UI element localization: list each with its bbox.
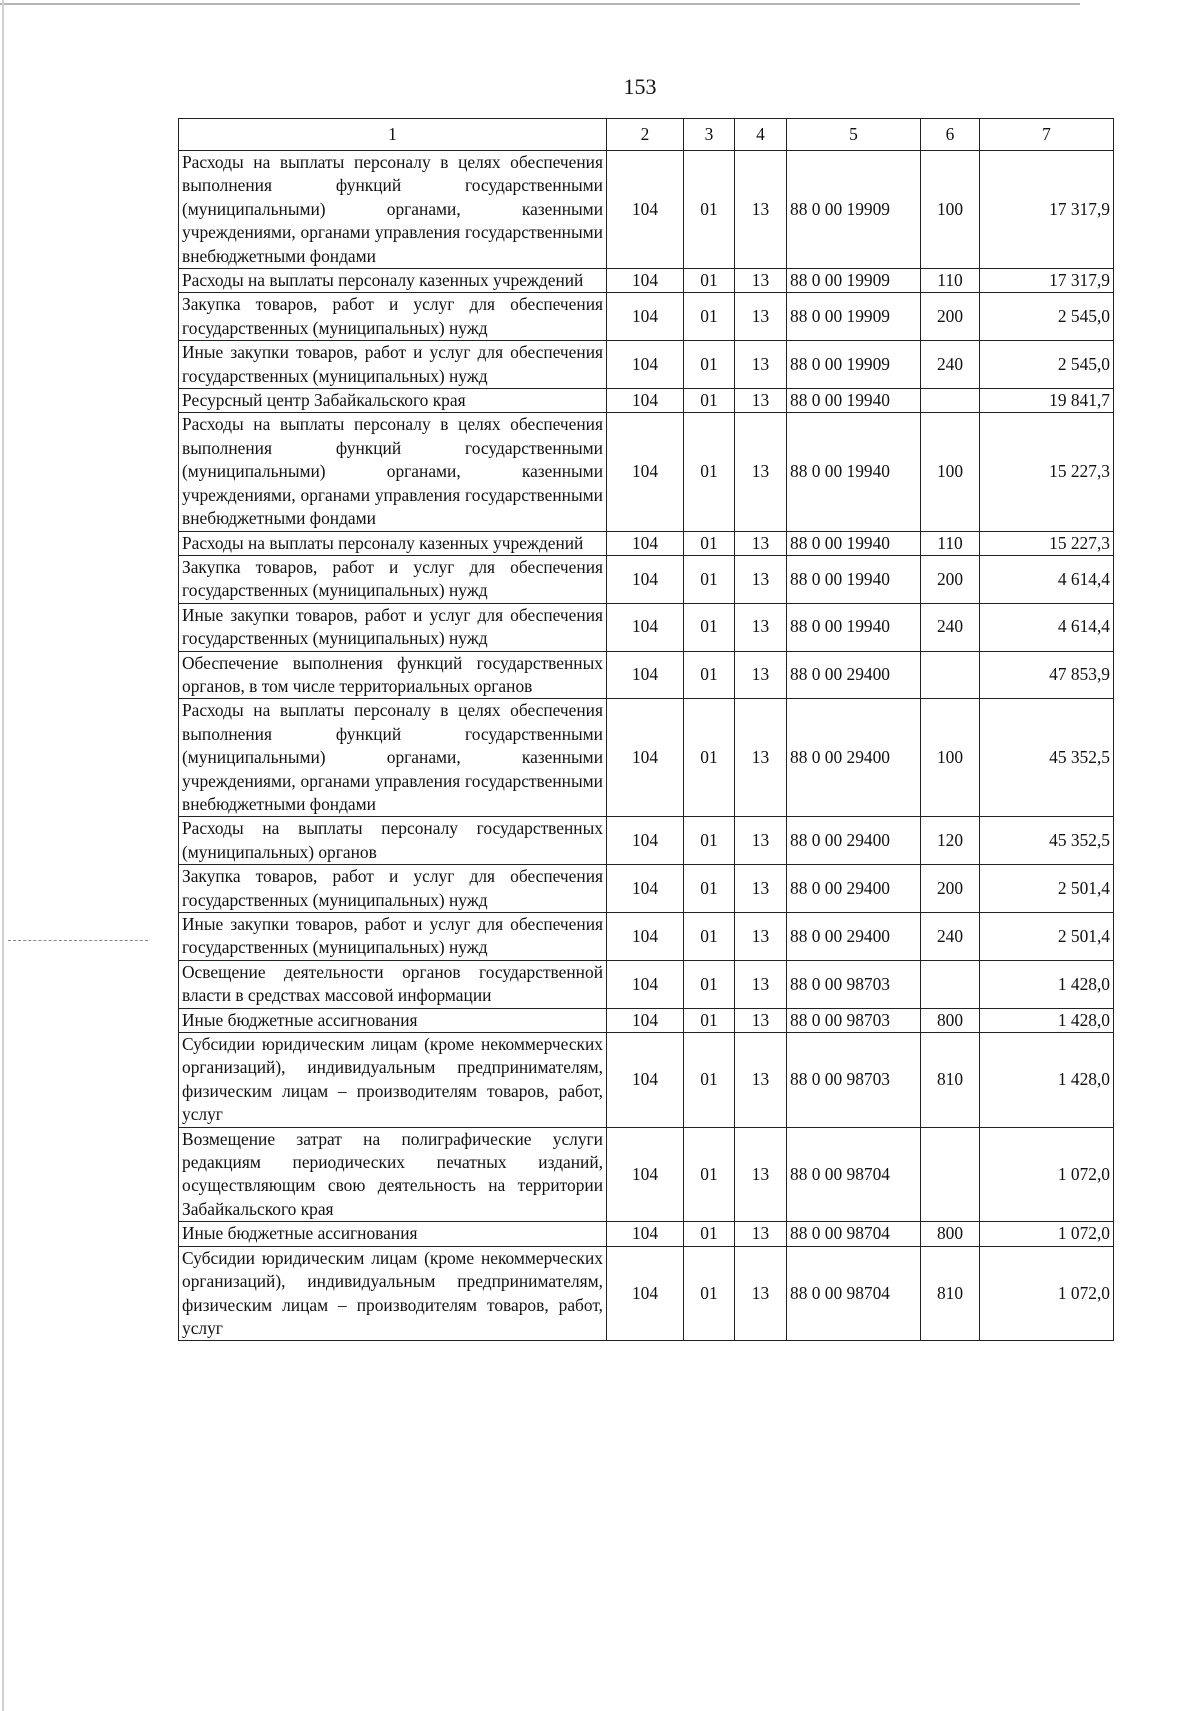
row-amount: 4 614,4 xyxy=(980,555,1114,603)
row-code: 104 xyxy=(607,817,684,865)
col-header-4: 4 xyxy=(735,119,787,151)
row-name: Расходы на выплаты персоналу государственных (муниципальных) органов xyxy=(179,817,607,865)
row-amount: 1 428,0 xyxy=(980,1033,1114,1128)
table-row xyxy=(179,913,1114,961)
row-amount: 45 352,5 xyxy=(980,817,1114,865)
row-section: 01 xyxy=(684,293,735,341)
row-section: 01 xyxy=(684,1246,735,1341)
table-header-row xyxy=(179,119,1114,151)
row-code: 104 xyxy=(607,1008,684,1032)
row-expense-type: 200 xyxy=(921,293,980,341)
row-target-article: 88 0 00 98704 xyxy=(787,1222,921,1246)
col-header-5: 5 xyxy=(787,119,921,151)
row-target-article: 88 0 00 98704 xyxy=(787,1127,921,1222)
row-amount: 1 072,0 xyxy=(980,1127,1114,1222)
col-header-1: 1 xyxy=(179,119,607,151)
row-code: 104 xyxy=(607,913,684,961)
row-code: 104 xyxy=(607,1222,684,1246)
row-expense-type: 800 xyxy=(921,1008,980,1032)
row-name: Обеспечение выполнения функций государственных органов, в том числе территориальных органов xyxy=(179,651,607,699)
row-amount: 17 317,9 xyxy=(980,269,1114,293)
table-row xyxy=(179,389,1114,413)
table-row xyxy=(179,269,1114,293)
row-code: 104 xyxy=(607,1033,684,1128)
row-amount: 47 853,9 xyxy=(980,651,1114,699)
scan-dash-mark xyxy=(8,940,148,941)
row-target-article: 88 0 00 98703 xyxy=(787,1008,921,1032)
row-target-article: 88 0 00 19940 xyxy=(787,603,921,651)
row-target-article: 88 0 00 98703 xyxy=(787,960,921,1008)
row-name: Иные закупки товаров, работ и услуг для обеспечения государственных (муниципальных) нужд xyxy=(179,603,607,651)
table-row xyxy=(179,151,1114,269)
row-target-article: 88 0 00 19940 xyxy=(787,531,921,555)
row-target-article: 88 0 00 98704 xyxy=(787,1246,921,1341)
table-row xyxy=(179,555,1114,603)
row-subsection: 13 xyxy=(735,603,787,651)
row-code: 104 xyxy=(607,341,684,389)
table-row xyxy=(179,293,1114,341)
page-number: 153 xyxy=(623,74,657,99)
row-section: 01 xyxy=(684,269,735,293)
row-amount: 4 614,4 xyxy=(980,603,1114,651)
row-amount: 15 227,3 xyxy=(980,413,1114,531)
table-body xyxy=(179,151,1114,1341)
row-name: Иные бюджетные ассигнования xyxy=(179,1008,607,1032)
row-code: 104 xyxy=(607,413,684,531)
row-expense-type: 810 xyxy=(921,1033,980,1128)
row-name: Закупка товаров, работ и услуг для обеспечения государственных (муниципальных) нужд xyxy=(179,555,607,603)
row-expense-type: 200 xyxy=(921,865,980,913)
row-name: Освещение деятельности органов государственной власти в средствах массовой информации xyxy=(179,960,607,1008)
row-target-article: 88 0 00 19940 xyxy=(787,413,921,531)
row-target-article: 88 0 00 29400 xyxy=(787,865,921,913)
row-subsection: 13 xyxy=(735,1033,787,1128)
row-amount: 2 545,0 xyxy=(980,293,1114,341)
row-section: 01 xyxy=(684,1222,735,1246)
row-target-article: 88 0 00 19909 xyxy=(787,269,921,293)
row-amount: 17 317,9 xyxy=(980,151,1114,269)
row-subsection: 13 xyxy=(735,817,787,865)
row-subsection: 13 xyxy=(735,1222,787,1246)
row-name: Расходы на выплаты персоналу казенных учреждений xyxy=(179,269,607,293)
budget-table xyxy=(178,118,1114,1341)
col-header-3: 3 xyxy=(684,119,735,151)
row-code: 104 xyxy=(607,651,684,699)
row-subsection: 13 xyxy=(735,555,787,603)
row-subsection: 13 xyxy=(735,341,787,389)
col-header-2: 2 xyxy=(607,119,684,151)
row-expense-type: 110 xyxy=(921,269,980,293)
row-amount: 15 227,3 xyxy=(980,531,1114,555)
row-name: Расходы на выплаты персоналу казенных учреждений xyxy=(179,531,607,555)
row-code: 104 xyxy=(607,151,684,269)
row-expense-type: 120 xyxy=(921,817,980,865)
row-expense-type: 240 xyxy=(921,341,980,389)
col-header-7: 7 xyxy=(980,119,1114,151)
row-target-article: 88 0 00 19940 xyxy=(787,555,921,603)
table-row xyxy=(179,1246,1114,1341)
table-row xyxy=(179,1033,1114,1128)
row-expense-type xyxy=(921,1127,980,1222)
row-expense-type: 100 xyxy=(921,699,980,817)
row-subsection: 13 xyxy=(735,865,787,913)
row-name: Расходы на выплаты персоналу в целях обеспечения выполнения функций государственными (муниципальными) органами, казенными учреждениями, органами управления государственными внебюджетными фондами xyxy=(179,699,607,817)
table-row xyxy=(179,413,1114,531)
table-row xyxy=(179,1127,1114,1222)
table-row xyxy=(179,699,1114,817)
row-target-article: 88 0 00 29400 xyxy=(787,913,921,961)
row-section: 01 xyxy=(684,1127,735,1222)
row-expense-type xyxy=(921,389,980,413)
row-code: 104 xyxy=(607,1127,684,1222)
row-amount: 1 072,0 xyxy=(980,1246,1114,1341)
row-amount: 1 428,0 xyxy=(980,960,1114,1008)
table-row xyxy=(179,651,1114,699)
table-row xyxy=(179,865,1114,913)
row-subsection: 13 xyxy=(735,651,787,699)
col-header-6: 6 xyxy=(921,119,980,151)
row-subsection: 13 xyxy=(735,1246,787,1341)
row-name: Иные бюджетные ассигнования xyxy=(179,1222,607,1246)
row-amount: 2 545,0 xyxy=(980,341,1114,389)
row-amount: 1 428,0 xyxy=(980,1008,1114,1032)
row-subsection: 13 xyxy=(735,960,787,1008)
row-section: 01 xyxy=(684,389,735,413)
row-section: 01 xyxy=(684,603,735,651)
row-section: 01 xyxy=(684,865,735,913)
row-expense-type: 110 xyxy=(921,531,980,555)
row-target-article: 88 0 00 19940 xyxy=(787,389,921,413)
row-name: Закупка товаров, работ и услуг для обеспечения государственных (муниципальных) нужд xyxy=(179,293,607,341)
row-target-article: 88 0 00 29400 xyxy=(787,817,921,865)
row-subsection: 13 xyxy=(735,699,787,817)
row-amount: 45 352,5 xyxy=(980,699,1114,817)
table-row xyxy=(179,960,1114,1008)
row-section: 01 xyxy=(684,531,735,555)
row-subsection: 13 xyxy=(735,269,787,293)
row-subsection: 13 xyxy=(735,413,787,531)
row-expense-type: 100 xyxy=(921,151,980,269)
row-amount: 2 501,4 xyxy=(980,865,1114,913)
row-expense-type xyxy=(921,960,980,1008)
row-name: Расходы на выплаты персоналу в целях обеспечения выполнения функций государственными (муниципальными) органами, казенными учреждениями, органами управления государственными внебюджетными фондами xyxy=(179,413,607,531)
row-code: 104 xyxy=(607,555,684,603)
row-subsection: 13 xyxy=(735,1008,787,1032)
table-row xyxy=(179,603,1114,651)
row-section: 01 xyxy=(684,651,735,699)
row-subsection: 13 xyxy=(735,531,787,555)
row-target-article: 88 0 00 98703 xyxy=(787,1033,921,1128)
table-row xyxy=(179,817,1114,865)
row-code: 104 xyxy=(607,1246,684,1341)
row-section: 01 xyxy=(684,960,735,1008)
row-amount: 19 841,7 xyxy=(980,389,1114,413)
row-code: 104 xyxy=(607,531,684,555)
row-code: 104 xyxy=(607,960,684,1008)
row-expense-type: 240 xyxy=(921,603,980,651)
scan-edge-line xyxy=(0,3,1080,5)
row-target-article: 88 0 00 29400 xyxy=(787,651,921,699)
row-expense-type: 810 xyxy=(921,1246,980,1341)
row-expense-type xyxy=(921,651,980,699)
row-section: 01 xyxy=(684,699,735,817)
row-name: Закупка товаров, работ и услуг для обеспечения государственных (муниципальных) нужд xyxy=(179,865,607,913)
table-row xyxy=(179,1222,1114,1246)
row-name: Ресурсный центр Забайкальского края xyxy=(179,389,607,413)
row-code: 104 xyxy=(607,293,684,341)
row-name: Иные закупки товаров, работ и услуг для обеспечения государственных (муниципальных) нужд xyxy=(179,341,607,389)
row-name: Возмещение затрат на полиграфические услуги редакциям периодических печатных изданий, осуществляющим свою деятельность на территории Забайкальского края xyxy=(179,1127,607,1222)
row-subsection: 13 xyxy=(735,913,787,961)
row-amount: 2 501,4 xyxy=(980,913,1114,961)
row-name: Субсидии юридическим лицам (кроме некоммерческих организаций), индивидуальным предпринимателям, физическим лицам – производителям товаров, работ, услуг xyxy=(179,1246,607,1341)
row-target-article: 88 0 00 19909 xyxy=(787,341,921,389)
row-expense-type: 200 xyxy=(921,555,980,603)
row-expense-type: 100 xyxy=(921,413,980,531)
row-code: 104 xyxy=(607,865,684,913)
row-target-article: 88 0 00 19909 xyxy=(787,293,921,341)
row-section: 01 xyxy=(684,1033,735,1128)
row-code: 104 xyxy=(607,389,684,413)
table-row xyxy=(179,341,1114,389)
row-code: 104 xyxy=(607,269,684,293)
row-subsection: 13 xyxy=(735,151,787,269)
table-row xyxy=(179,1008,1114,1032)
row-section: 01 xyxy=(684,1008,735,1032)
row-section: 01 xyxy=(684,413,735,531)
row-name: Расходы на выплаты персоналу в целях обеспечения выполнения функций государственными (муниципальными) органами, казенными учреждениями, органами управления государственными внебюджетными фондами xyxy=(179,151,607,269)
table-row xyxy=(179,531,1114,555)
row-section: 01 xyxy=(684,555,735,603)
row-expense-type: 800 xyxy=(921,1222,980,1246)
row-section: 01 xyxy=(684,151,735,269)
scan-left-edge xyxy=(2,0,4,1711)
row-name: Иные закупки товаров, работ и услуг для обеспечения государственных (муниципальных) нужд xyxy=(179,913,607,961)
row-name: Субсидии юридическим лицам (кроме некоммерческих организаций), индивидуальным предпринимателям, физическим лицам – производителям товаров, работ, услуг xyxy=(179,1033,607,1128)
row-section: 01 xyxy=(684,817,735,865)
row-section: 01 xyxy=(684,913,735,961)
row-target-article: 88 0 00 29400 xyxy=(787,699,921,817)
row-subsection: 13 xyxy=(735,389,787,413)
row-subsection: 13 xyxy=(735,1127,787,1222)
row-amount: 1 072,0 xyxy=(980,1222,1114,1246)
row-code: 104 xyxy=(607,603,684,651)
row-expense-type: 240 xyxy=(921,913,980,961)
row-section: 01 xyxy=(684,341,735,389)
row-target-article: 88 0 00 19909 xyxy=(787,151,921,269)
row-code: 104 xyxy=(607,699,684,817)
row-subsection: 13 xyxy=(735,293,787,341)
